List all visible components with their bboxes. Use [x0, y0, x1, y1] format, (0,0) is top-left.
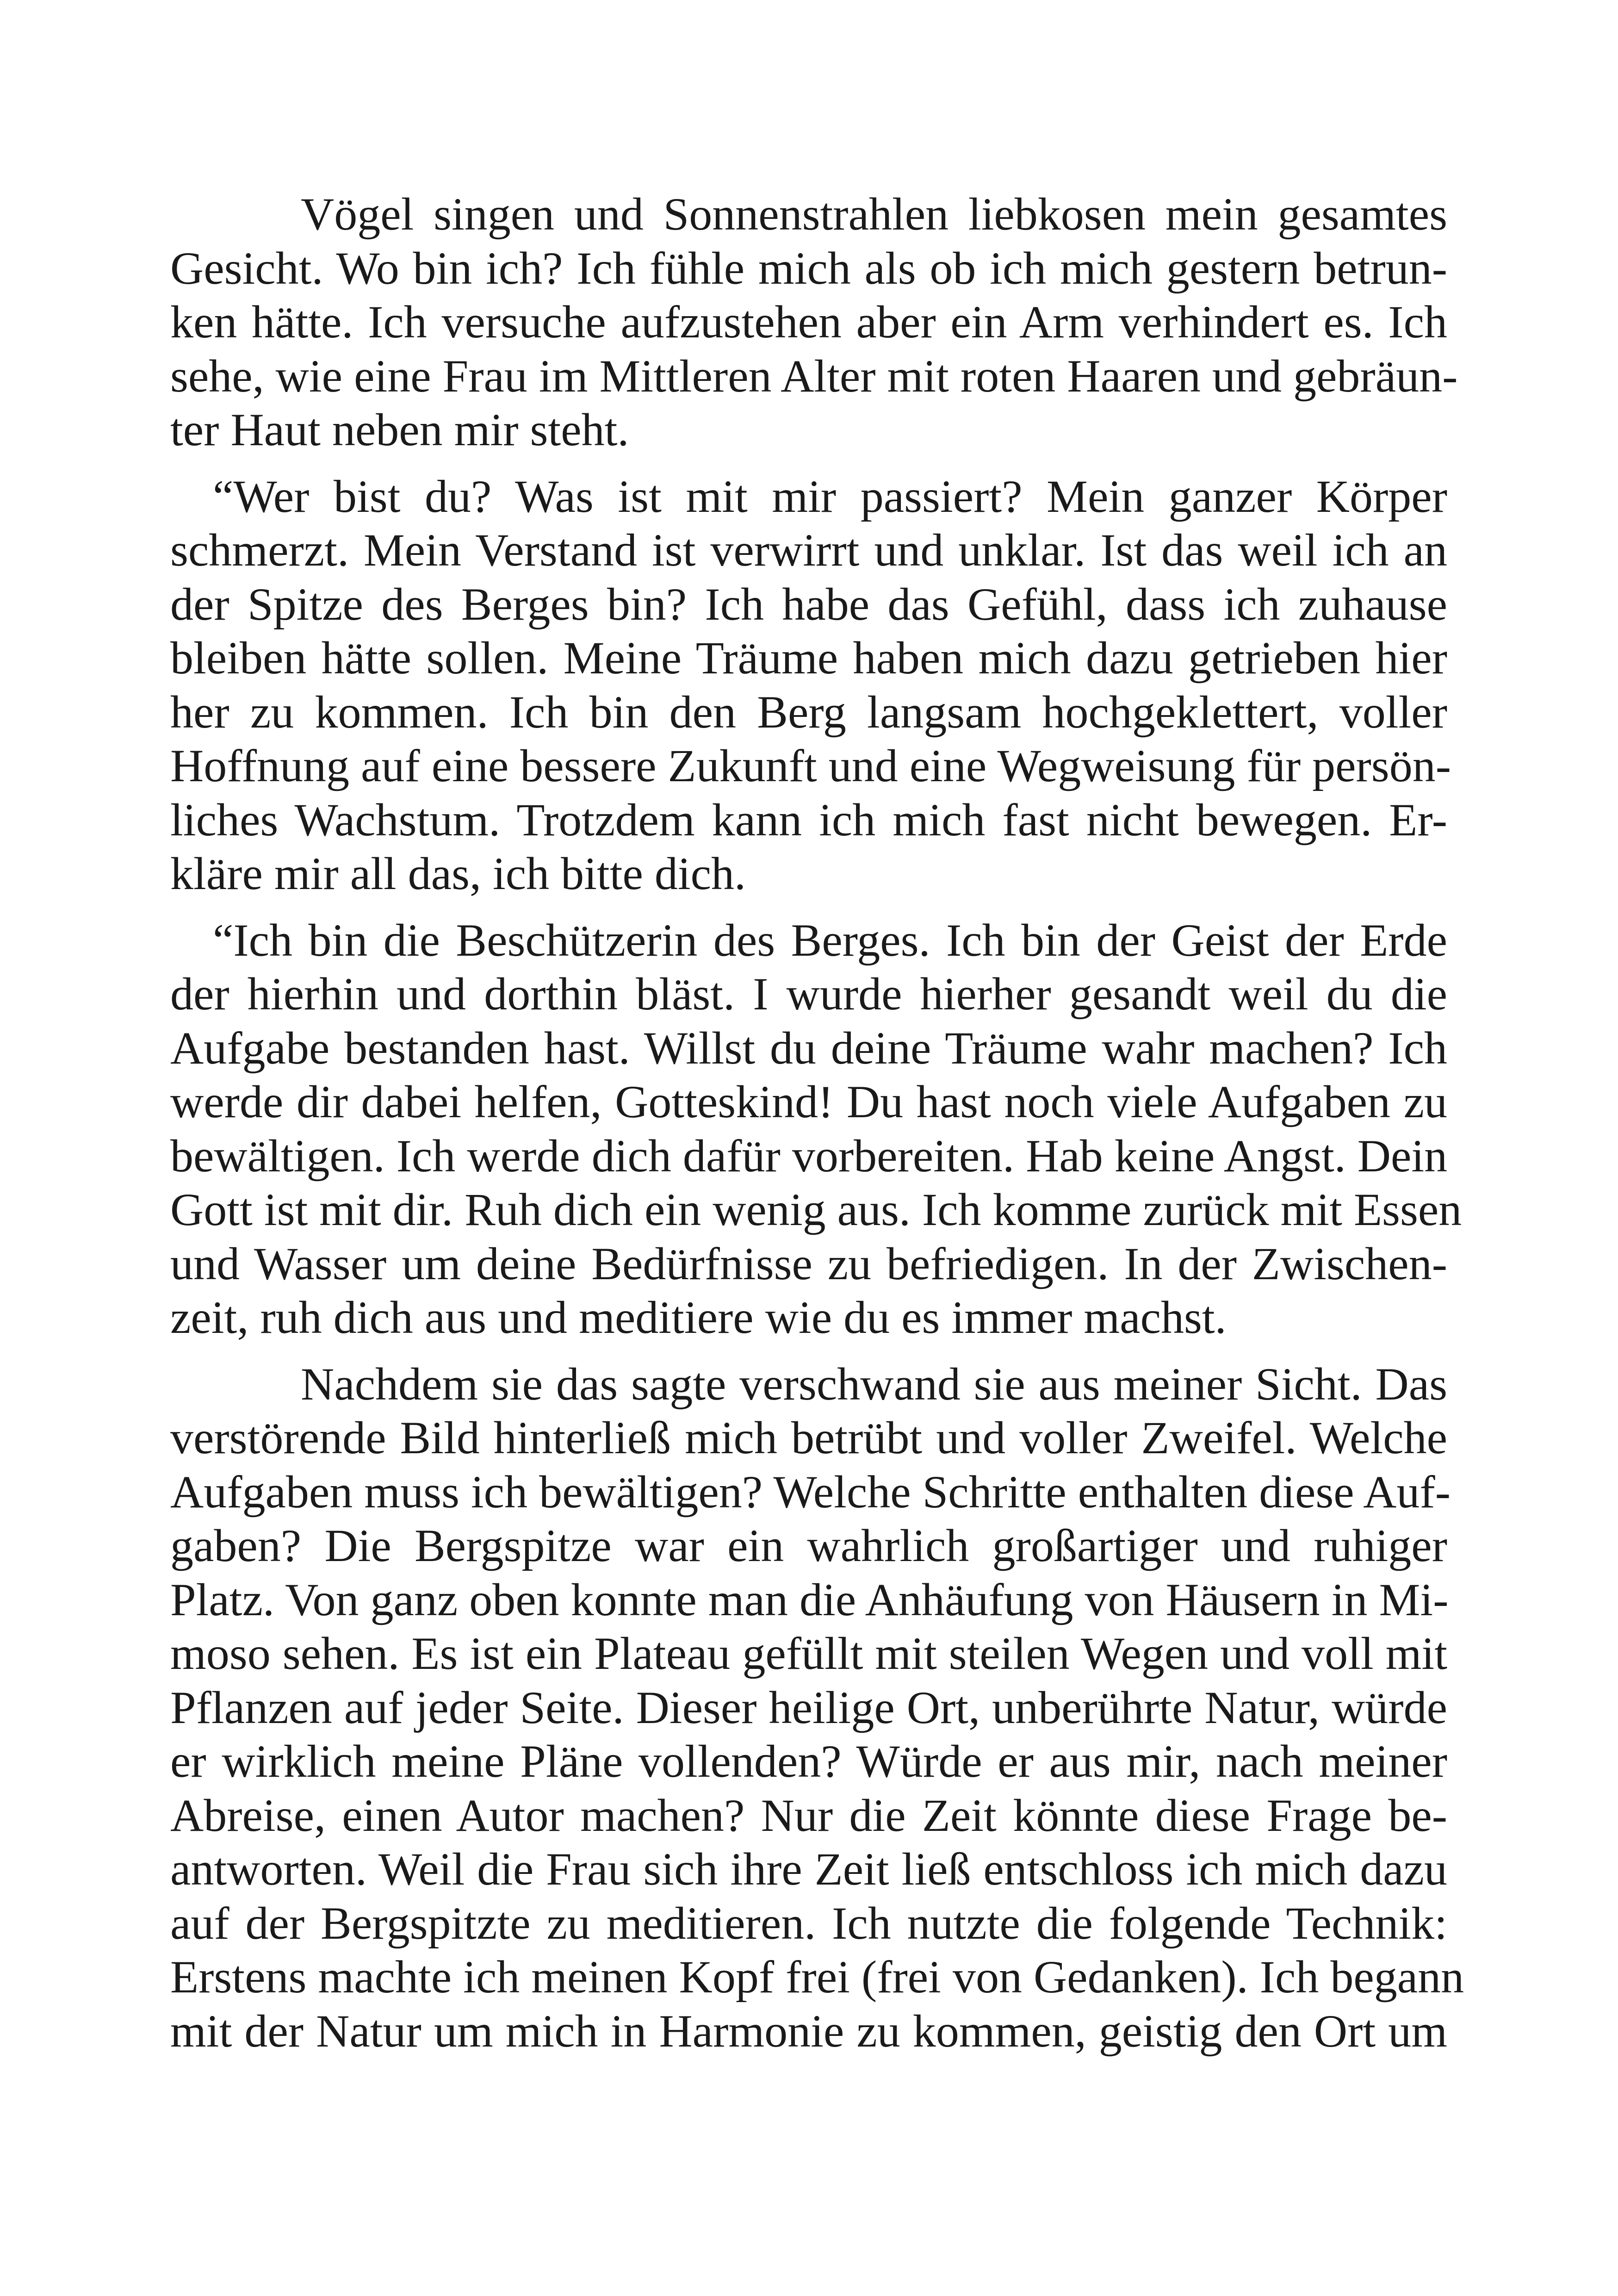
text-line: verstörende Bild hinterließ mich betrübt und voller Zweifel. Welche: [170, 1412, 1447, 1463]
text-line: schmerzt. Mein Verstand ist verwirrt und unklar. Ist das weil ich an: [170, 524, 1447, 576]
text-line: der Spitze des Berges bin? Ich habe das Gefühl, dass ich zuhause: [170, 578, 1447, 630]
text-line: “Wer bist du? Was ist mit mir passiert? Mein ganzer Körper: [213, 470, 1447, 522]
text-line: Vögel singen und Sonnenstrahlen liebkosen mein gesamtes: [301, 188, 1447, 240]
text-line: und Wasser um deine Bedürfnisse zu befriedigen. In der Zwischen-: [170, 1238, 1447, 1289]
text-line: “Ich bin die Beschützerin des Berges. Ich bin der Geist der Erde: [213, 914, 1447, 966]
text-line: auf der Bergspitzte zu meditieren. Ich nutzte die folgende Technik:: [170, 1897, 1447, 1949]
text-line: mit der Natur um mich in Harmonie zu kommen, geistig den Ort um: [170, 2005, 1447, 2057]
text-line: ter Haut neben mir steht.: [170, 404, 629, 455]
text-line: Nachdem sie das sagte verschwand sie aus meiner Sicht. Das: [301, 1358, 1447, 1410]
text-line: werde dir dabei helfen, Gotteskind! Du hast noch viele Aufgaben zu: [170, 1076, 1447, 1127]
text-line: Gesicht. Wo bin ich? Ich fühle mich als ob ich mich gestern betrun-: [170, 242, 1447, 294]
text-line: Aufgabe bestanden hast. Willst du deine Träume wahr machen? Ich: [170, 1022, 1447, 1074]
text-line: er wirklich meine Pläne vollenden? Würde er aus mir, nach meiner: [170, 1736, 1447, 1787]
text-line: gaben? Die Bergspitze war ein wahrlich großartiger und ruhiger: [170, 1520, 1447, 1571]
text-line: bewältigen. Ich werde dich dafür vorbereiten. Hab keine Angst. Dein: [170, 1130, 1448, 1182]
text-line: Platz. Von ganz oben konnte man die Anhäufung von Häusern in Mi-: [170, 1574, 1449, 1625]
paragraph: [170, 914, 1462, 1345]
paragraph: [170, 470, 1451, 901]
text-line: zeit, ruh dich aus und meditiere wie du es immer machst.: [170, 1292, 1227, 1343]
text-line: Gott ist mit dir. Ruh dich ein wenig aus. Ich komme zurück mit Essen: [170, 1184, 1462, 1235]
text-line: Aufgaben muss ich bewältigen? Welche Schritte enthalten diese Auf-: [170, 1466, 1451, 1518]
paragraph: [170, 1357, 1464, 2059]
text-line: Abreise, einen Autor machen? Nur die Zeit könnte diese Frage be-: [170, 1789, 1447, 1841]
text-line: Erstens machte ich meinen Kopf frei (frei von Gedanken). Ich begann: [170, 1951, 1464, 2003]
text-line: sehe, wie eine Frau im Mittleren Alter mit roten Haaren und gebräun-: [170, 350, 1458, 402]
text-line: antworten. Weil die Frau sich ihre Zeit ließ entschloss ich mich dazu: [170, 1843, 1447, 1895]
paragraph-spacing: [170, 457, 1447, 470]
paragraph-spacing: [170, 1345, 1447, 1357]
text-line: bleiben hätte sollen. Meine Träume haben mich dazu getrieben hier: [170, 632, 1447, 684]
text-line: kläre mir all das, ich bitte dich.: [170, 848, 746, 899]
text-line: liches Wachstum. Trotzdem kann ich mich fast nicht bewegen. Er-: [170, 794, 1447, 846]
text-line: Pflanzen auf jeder Seite. Dieser heilige Ort, unberührte Natur, würde: [170, 1681, 1447, 1733]
paragraph: [170, 187, 1458, 457]
text-line: her zu kommen. Ich bin den Berg langsam hochgeklettert, voller: [170, 686, 1447, 738]
text-line: moso sehen. Es ist ein Plateau gefüllt mit steilen Wegen und voll mit: [170, 1628, 1447, 1679]
body-text: [170, 187, 1464, 2058]
text-line: Hoffnung auf eine bessere Zukunft und eine Wegweisung für persön-: [170, 740, 1451, 791]
text-line: der hierhin und dorthin bläst. I wurde hierher gesandt weil du die: [170, 968, 1447, 1020]
text-line: ken hätte. Ich versuche aufzustehen aber ein Arm verhindert es. Ich: [170, 296, 1447, 348]
paragraph-spacing: [170, 901, 1447, 914]
